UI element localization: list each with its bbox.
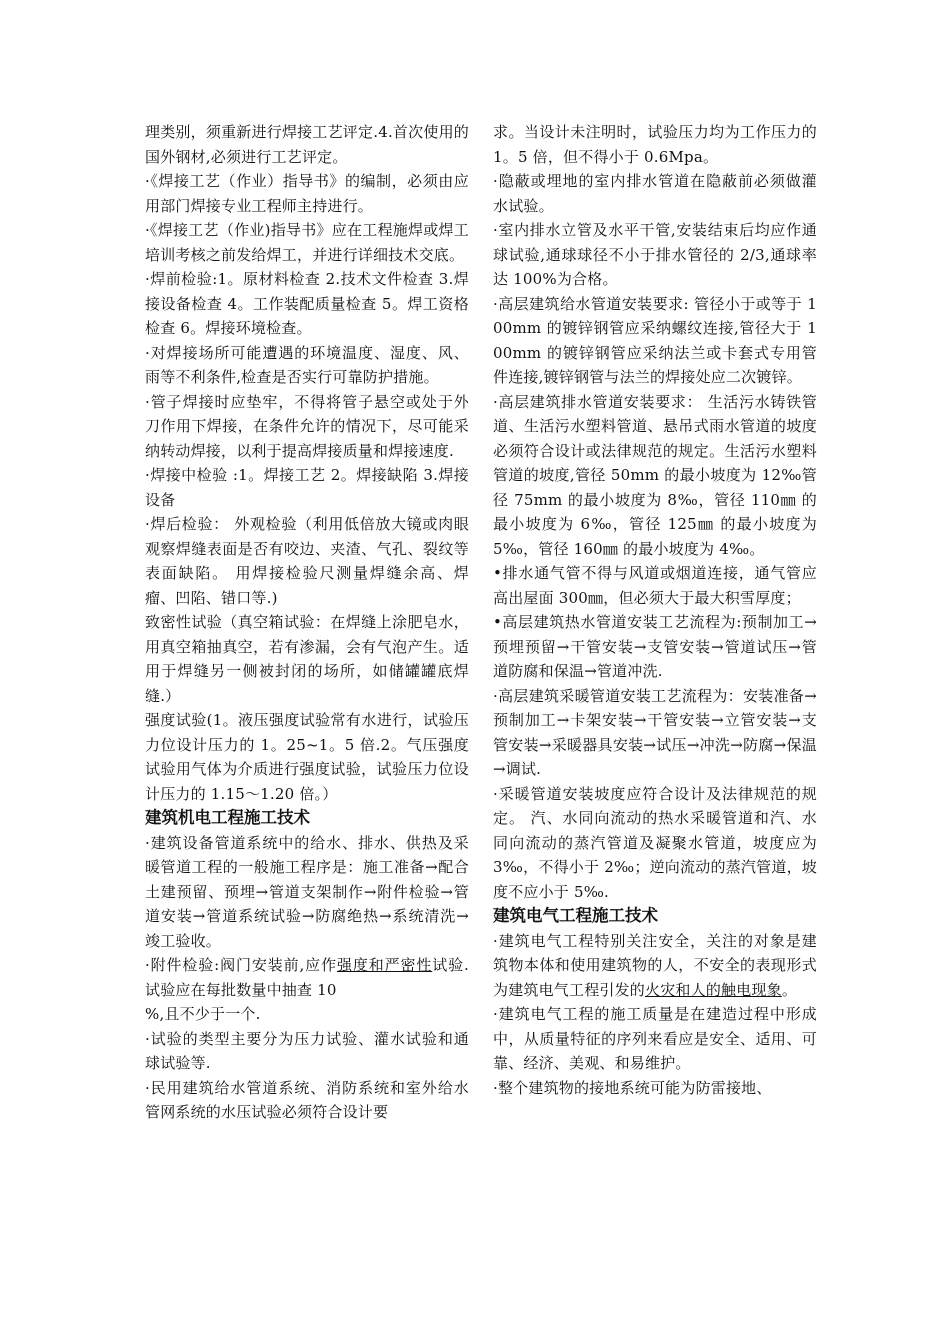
paragraph: %,且不少于一个. <box>145 1005 261 1023</box>
paragraph: 求。当设计未注明时，试验压力均为工作压力的 1。5 倍，但不得小于 0.6Mpa。 <box>493 123 817 166</box>
paragraph: ·整个建筑物的接地系统可能为防雷接地、 <box>493 1078 772 1097</box>
paragraph: ·《焊接工艺（作业)指导书》应在工程施焊或焊工培训考核之前发给焊工，并进行详细技术交底。 <box>145 221 469 264</box>
text-run: 。 <box>781 980 798 999</box>
paragraph: ·对焊接场所可能遭遇的环境温度、湿度、风、雨等不利条件,检查是否实行可靠防护措施。 <box>145 343 469 386</box>
paragraph: ·隐蔽或埋地的室内排水管道在隐蔽前必须做灌水试验。 <box>493 172 817 215</box>
section-heading: 建筑电气工程施工技术 <box>493 906 658 925</box>
paragraph: ·焊前检验:1。原材料检查 2.技术文件检查 3.焊接设备检查 4。工作装配质量检查 5。焊工资格检查 6。焊接环境检查。 <box>145 270 469 337</box>
paragraph: ·室内排水立管及水平干管,安装结束后均应作通球试验,通球球径不小于排水管径的 2/3,通球率达 100%为合格。 <box>493 221 817 288</box>
paragraph: 致密性试验（真空箱试验：在焊缝上涂肥皂水，用真空箱抽真空，若有渗漏，会有气泡产生。适用于焊缝另一侧被封闭的场所，如储罐罐底焊缝.） <box>145 613 469 705</box>
paragraph: •高层建筑热水管道安装工艺流程为:预制加工→预埋预留→干管安装→支管安装→管道试压→管道防腐和保温→管道冲洗. <box>493 613 817 680</box>
text-run: 试验.试验应在每批数量中抽查 10 <box>145 956 469 999</box>
text-run: ·附件检验:阀门安装前,应作 <box>145 956 337 974</box>
paragraph: ·试验的类型主要分为压力试验、灌水试验和通球试验等. <box>145 1029 469 1072</box>
paragraph: ·建筑电气工程的施工质量是在建造过程中形成中，从质量特征的序列来看应是安全、适用、可靠、经济、美观、和易维护。 <box>493 1005 817 1072</box>
paragraph: •排水通气管不得与风道或烟道连接，通气管应高出屋面 300㎜，但必须大于最大积雪厚度； <box>493 564 817 607</box>
paragraph: 强度试验(1。液压强度试验常有水进行，试验压力位设计压力的 1。25~1。5 倍.2。气压强度试验用气体为介质进行强度试验，试验压力位设计压力的 1.15～1.20 倍。） <box>145 711 469 803</box>
paragraph: ·民用建筑给水管道系统、消防系统和室外给水管网系统的水压试验必须符合设计要 <box>145 1078 469 1121</box>
text-run: ·建筑电气工程特别关注安全，关注的对象是建筑物本体和使用建筑物的人，不安全的表现形式为建筑电气工程引发的 <box>493 931 817 999</box>
paragraph: ·管子焊接时应垫牢，不得将管子悬空或处于外刀作用下焊接，在条件允许的情况下，尽可能采纳转动焊接，以利于提高焊接质量和焊接速度. <box>145 392 469 460</box>
paragraph <box>493 929 817 1003</box>
paragraph: ·焊后检验： 外观检验（利用低倍放大镜或肉眼观察焊缝表面是否有咬边、夹渣、气孔、裂纹等表面缺陷。 用焊接检验尺测量焊缝余高、焊瘤、凹陷、错口等.) <box>145 515 469 607</box>
left-column <box>145 120 469 1125</box>
paragraph: ·高层建筑给水管道安装要求: 管径小于或等于 100mm 的镀锌钢管应采纳螺纹连接,管径大于 100mm 的镀锌钢管应采纳法兰或卡套式专用管件连接,镀锌钢管与法兰的焊接处应二次镀锌。 <box>493 294 817 386</box>
paragraph: ·高层建筑排水管道安装要求： 生活污水铸铁管道、生活污水塑料管道、悬吊式雨水管道的坡度必须符合设计或法律规范的规定。生活污水塑料管道的坡度,管径 50mm 的最小坡度为 12‰管径 75mm 的最小坡度为 8‰，管径 110㎜ 的最小坡度为 6‰，管径 125㎜ 的最小坡度为 5‰，管径 160㎜ 的最小坡度为 4‰。 <box>493 392 817 558</box>
underlined-text: 火灾和人的触电现象 <box>645 980 782 999</box>
paragraph: ·高层建筑采暖管道安装工艺流程为：安装准备→预制加工→卡架安装→干管安装→立管安装→支管安装→采暖器具安装→试压→冲洗→防腐→保温→调试. <box>493 686 817 778</box>
right-column <box>493 120 817 1100</box>
paragraph: ·采暖管道安装坡度应符合设计及法律规范的规定。 汽、水同向流动的热水采暖管道和汽、水同向流动的蒸汽管道及凝聚水管道，坡度应为 3‰，不得小于 2‰；逆向流动的蒸汽管道，坡度不应小于 5‰. <box>493 784 817 901</box>
section-heading: 建筑机电工程施工技术 <box>145 808 310 827</box>
underlined-text: 强度和严密性 <box>336 956 433 974</box>
paragraph: 理类别，须重新进行焊接工艺评定.4.首次使用的国外钢材,必须进行工艺评定。 <box>145 123 469 166</box>
paragraph <box>145 953 469 1002</box>
paragraph: ·建筑设备管道系统中的给水、排水、供热及采暖管道工程的一般施工程序是：施工准备→配合土建预留、预埋→管道支架制作→附件检验→管道安装→管道系统试验→防腐绝热→系统清洗→竣工验收。 <box>145 833 469 950</box>
paragraph: ·《焊接工艺（作业）指导书》的编制，必须由应用部门焊接专业工程师主持进行。 <box>145 172 469 215</box>
paragraph: ·焊接中检验 :1。焊接工艺 2。焊接缺陷 3.焊接设备 <box>145 466 469 509</box>
